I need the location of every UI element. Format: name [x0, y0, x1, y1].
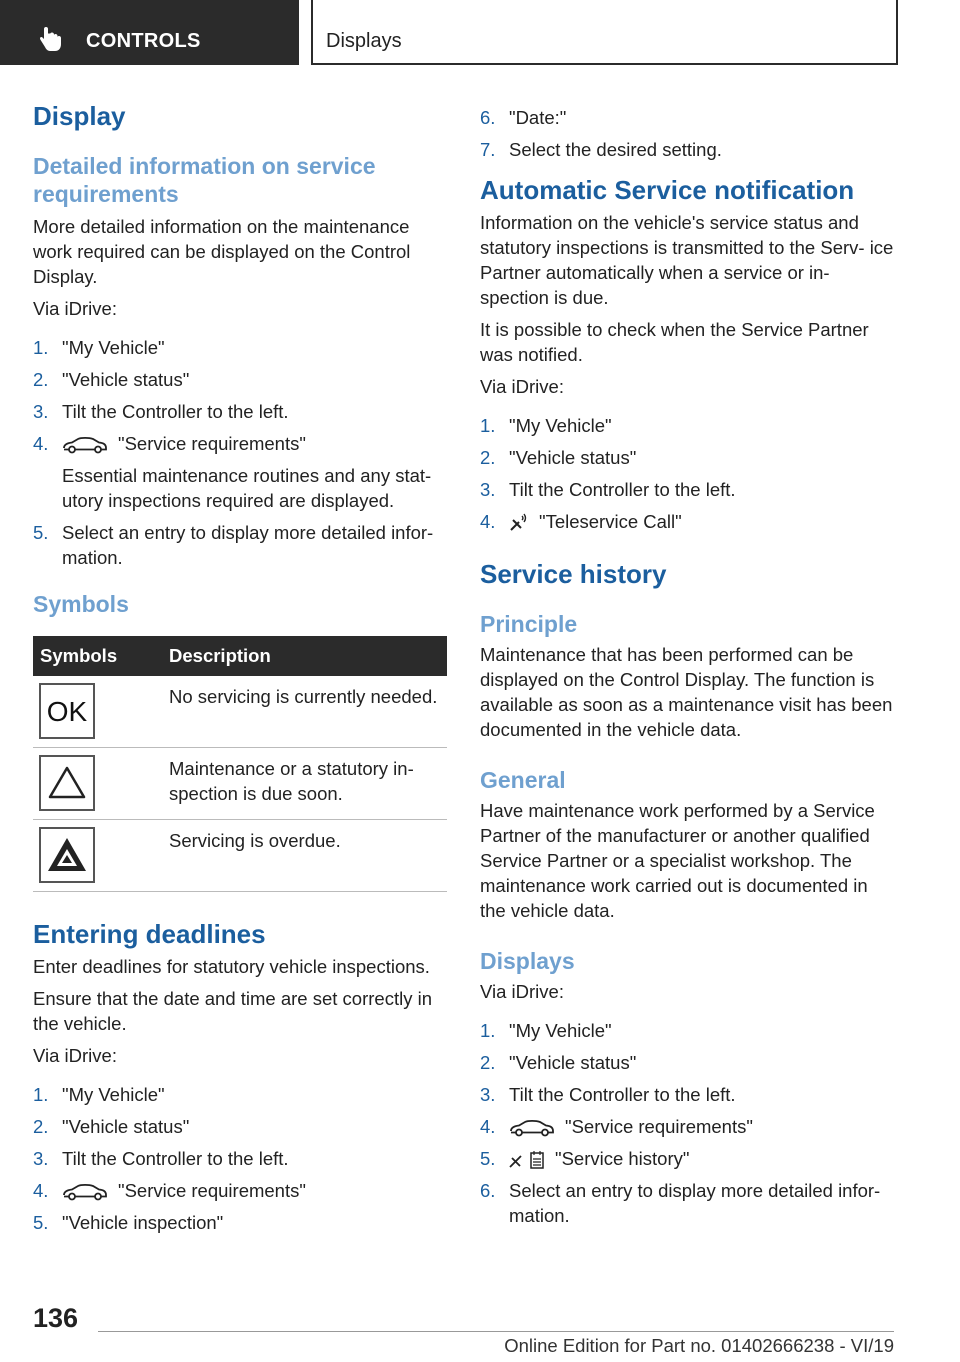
- page-header: [0, 0, 960, 66]
- page-number: 136: [33, 1303, 79, 1333]
- deadline-steps-continued: [480, 105, 894, 162]
- car-service-icon: [509, 1119, 555, 1137]
- car-service-icon: [62, 436, 108, 454]
- list-item: 2. "Vehicle status": [33, 1116, 190, 1137]
- principle-text: Maintenance that has been performed can be displayed on the Control Display. The function is available as soon as a maintenance visit has been documented in the vehicle data.: [480, 644, 893, 740]
- list-item: 4. "Service requirements" Essential maintenance routines and any stat- utory inspections required are displayed.: [33, 431, 447, 513]
- service-history-heading: Service history: [480, 559, 667, 589]
- list-item: 4. "Teleservice Call": [480, 511, 682, 532]
- list-item: 5. Select an entry to display more detailed infor- mation.: [33, 522, 434, 568]
- list-item: 3. Tilt the Controller to the left.: [33, 401, 289, 422]
- list-item: 1. "My Vehicle": [480, 415, 612, 436]
- list-item: 5. "Vehicle inspection": [33, 1212, 224, 1233]
- table-header-row: [33, 636, 447, 676]
- col-symbols: Symbols: [33, 636, 162, 676]
- symbols-table: [33, 636, 447, 892]
- list-item: 6. "Date:": [480, 107, 567, 128]
- list-item: 5. "Service history": [480, 1148, 690, 1169]
- list-item: 1. "My Vehicle": [33, 337, 165, 358]
- footer-divider: [98, 1331, 894, 1332]
- description-cell: Servicing is overdue.: [162, 820, 447, 892]
- description-cell: Maintenance or a statutory in- spection is due soon.: [162, 748, 447, 820]
- list-item: 1. "My Vehicle": [33, 1084, 165, 1105]
- right-column: [480, 105, 894, 1235]
- list-item: 3. Tilt the Controller to the left.: [33, 1148, 289, 1169]
- description-cell: No servicing is currently needed.: [162, 676, 447, 748]
- list-item: 4. "Service requirements": [480, 1116, 753, 1137]
- list-item: 4. "Service requirements": [33, 1180, 306, 1201]
- subsection-tab: [311, 0, 898, 65]
- displays-heading: Displays: [480, 948, 575, 974]
- list-item: 6. Select an entry to display more detailed infor- mation.: [480, 1180, 881, 1226]
- history-steps-list: [480, 1018, 894, 1228]
- warning-triangle-icon: [39, 755, 95, 811]
- col-description: Description: [162, 636, 447, 676]
- service-history-icon: [509, 1150, 545, 1170]
- edition-text: Online Edition for Part no. 01402666238 - VI/19: [504, 1335, 894, 1356]
- list-item: 7. Select the desired setting.: [480, 139, 722, 160]
- auto-service-text-2: It is possible to check when the Service Partner was notified.: [480, 319, 869, 365]
- general-text: Have maintenance work performed by a Service Partner of the manufacturer or another qualified Service Partner or a specialist workshop. The maintenance work carried out is documented in the vehicle data.: [480, 800, 875, 921]
- principle-heading: Principle: [480, 611, 578, 637]
- teleservice-steps-list: [480, 413, 894, 534]
- deadlines-text-1: Enter deadlines for statutory vehicle inspections.: [33, 956, 430, 977]
- table-row: [33, 748, 447, 820]
- deadlines-text-2: Ensure that the date and time are set correctly in the vehicle.: [33, 988, 432, 1034]
- detail-heading: Detailed information on service requirements: [33, 153, 376, 207]
- list-item: 3. Tilt the Controller to the left.: [480, 1084, 736, 1105]
- via-idrive: Via iDrive:: [33, 298, 117, 319]
- deadline-steps-list: [33, 1082, 447, 1235]
- left-column: [33, 100, 447, 1242]
- list-item: 2. "Vehicle status": [480, 447, 637, 468]
- ok-symbol-icon: [39, 683, 95, 739]
- table-row: [33, 820, 447, 892]
- section-title: CONTROLS: [86, 30, 201, 52]
- subsection-title: Displays: [326, 30, 402, 52]
- car-service-icon: [62, 1183, 108, 1201]
- via-idrive: Via iDrive:: [480, 981, 564, 1002]
- teleservice-icon: [509, 513, 529, 533]
- auto-service-heading: Automatic Service notification: [480, 175, 855, 205]
- list-item: 1. "My Vehicle": [480, 1020, 612, 1041]
- section-tab: [0, 0, 299, 65]
- svg-text:OK: OK: [46, 696, 88, 727]
- list-item: 2. "Vehicle status": [480, 1052, 637, 1073]
- auto-service-text-1: Information on the vehicle's service status and statutory inspections is transmitted to the Serv- ice Partner automatically when a service or in- spection is due.: [480, 212, 894, 308]
- deadlines-heading: Entering deadlines: [33, 919, 266, 949]
- via-idrive: Via iDrive:: [480, 376, 564, 397]
- page-footer: [0, 1295, 960, 1362]
- hand-pointer-icon: [40, 26, 62, 52]
- detail-text: More detailed information on the maintenance work required can be displayed on the Control Display.: [33, 216, 411, 287]
- via-idrive: Via iDrive:: [33, 1045, 117, 1066]
- list-item: 3. Tilt the Controller to the left.: [480, 479, 736, 500]
- symbols-heading: Symbols: [33, 591, 129, 617]
- display-heading: Display: [33, 101, 126, 131]
- general-heading: General: [480, 767, 566, 793]
- overdue-triangle-icon: [39, 827, 95, 883]
- step-note: Essential maintenance routines and any stat- utory inspections required are displayed.: [62, 465, 432, 511]
- steps-list: [33, 335, 447, 570]
- list-item: 2. "Vehicle status": [33, 369, 190, 390]
- table-row: [33, 676, 447, 748]
